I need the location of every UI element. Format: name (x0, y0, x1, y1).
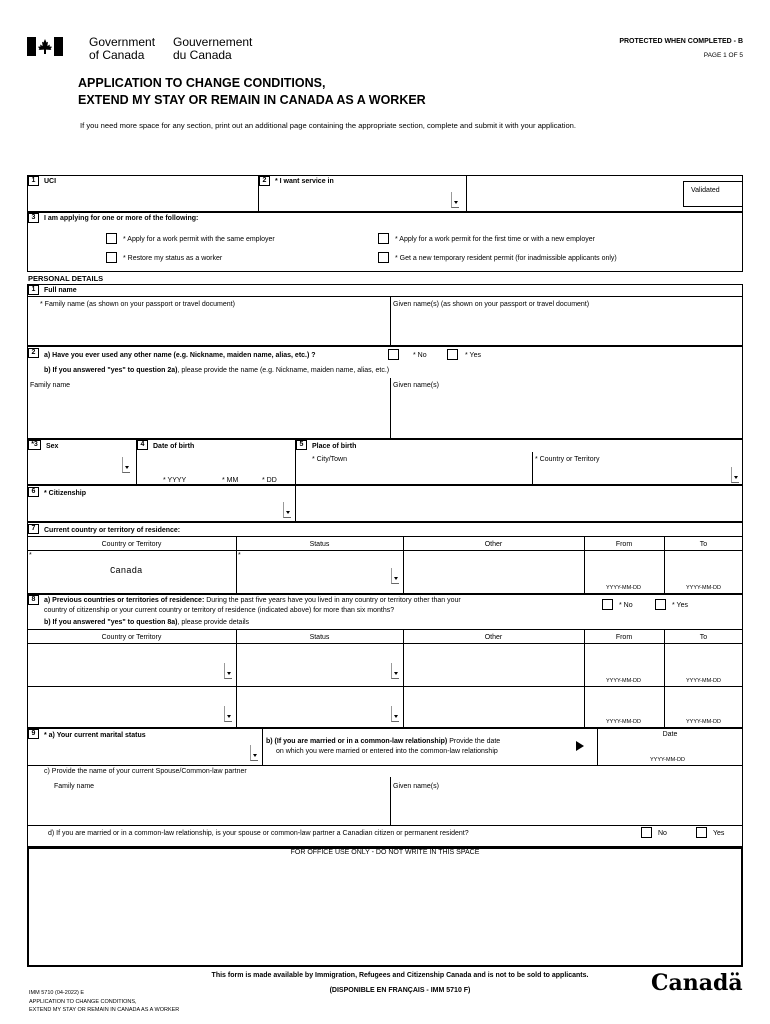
form-title-line1: APPLICATION TO CHANGE CONDITIONS, (78, 76, 326, 90)
validated-label: Validated (691, 187, 720, 194)
q7-country-required: * (29, 552, 32, 559)
q2-number: 2 (28, 348, 39, 358)
spouse-given-name-input[interactable] (393, 794, 741, 823)
dob-input[interactable] (140, 453, 292, 473)
citizenship-label: * Citizenship (44, 490, 87, 497)
option-trp-checkbox[interactable] (378, 252, 389, 263)
q8-col-other: Other (484, 634, 503, 641)
q2b-label (44, 366, 389, 375)
form-name-line2: EXTEND MY STAY OR REMAIN IN CANADA AS A WORKER (29, 1007, 180, 1013)
q8a-line2: country of citizenship or your current country or territory of residence (indicated above) for more than six months? (44, 607, 395, 614)
prev2-from-format: YYYY-MM-DD (606, 719, 641, 725)
residence-from-format: YYYY-MM-DD (606, 585, 641, 591)
q9b-line2: on which you were married or entered into the common-law relationship (276, 748, 498, 755)
q8-col-to: To (699, 634, 708, 641)
dob-month-label: * MM (222, 477, 239, 484)
dob-day-label: * DD (262, 477, 277, 484)
option-restore-label: * Restore my status as a worker (123, 255, 223, 262)
spouse-citizen-yes-label: Yes (713, 830, 725, 837)
marriage-date-input[interactable] (600, 741, 740, 755)
form-title-line2: EXTEND MY STAY OR REMAIN IN CANADA AS A WORKER (78, 93, 426, 107)
q8-number: 8 (28, 595, 39, 605)
prev2-to-format: YYYY-MM-DD (686, 719, 721, 725)
q2b-bold: b) If you answered "yes" to question 2a) (44, 367, 178, 374)
form-name-line1: APPLICATION TO CHANGE CONDITIONS, (29, 999, 137, 1005)
prev2-country-dropdown[interactable] (224, 706, 232, 722)
sex-label: Sex (46, 443, 59, 450)
given-name-label: Given name(s) (as shown on your passport or travel document) (393, 301, 590, 308)
spouse-given-name-label: Given name(s) (393, 783, 439, 790)
q7-col-status: Status (309, 541, 330, 548)
personal-details-heading: PERSONAL DETAILS (28, 274, 104, 283)
option-same-employer-label: * Apply for a work permit with the same employer (123, 236, 275, 243)
spouse-name-label: c) Provide the name of your current Spouse/Common-law partner (44, 768, 247, 775)
q7-col-to: To (699, 541, 708, 548)
page-number: PAGE 1 OF 5 (703, 52, 743, 59)
q2a-yes-checkbox[interactable] (447, 349, 458, 360)
q8b-rest: , please provide details (177, 619, 250, 626)
q2a-no-label: * No (413, 352, 427, 359)
prev1-to-format: YYYY-MM-DD (686, 678, 721, 684)
citizenship-section (27, 485, 743, 522)
uci-input[interactable] (30, 188, 256, 210)
service-dropdown[interactable] (451, 192, 459, 208)
q3-number: *3 (28, 440, 41, 450)
gov-en-line1: Government (89, 35, 156, 49)
spouse-citizen-no-checkbox[interactable] (641, 827, 652, 838)
prev1-status-dropdown[interactable] (391, 663, 399, 679)
office-use-label: FOR OFFICE USE ONLY - DO NOT WRITE IN THIS SPACE (290, 849, 480, 856)
full-name-label: Full name (44, 287, 77, 294)
other-given-name-input[interactable] (393, 393, 741, 437)
spouse-family-name-label: Family name (54, 783, 95, 790)
birth-city-label: * City/Town (312, 456, 348, 463)
q7-status-required: * (238, 552, 241, 559)
birth-country-label: * Country or Territory (535, 456, 600, 463)
apply-number: 3 (28, 213, 39, 223)
citizenship-dropdown[interactable] (283, 502, 291, 518)
sex-dropdown[interactable] (122, 457, 130, 473)
q7-col-country: Country or Territory (101, 541, 162, 548)
prev1-country-dropdown[interactable] (224, 663, 232, 679)
q8b-label (44, 618, 249, 627)
option-new-employer-label: * Apply for a work permit for the first time or with a new employer (395, 236, 595, 243)
other-family-name-input[interactable] (30, 393, 388, 437)
marriage-date-format: YYYY-MM-DD (650, 757, 685, 763)
other-family-name-label: Family name (30, 382, 71, 389)
q2a-no-checkbox[interactable] (388, 349, 399, 360)
family-name-label: * Family name (as shown on your passport or travel document) (40, 301, 235, 308)
marital-status-label: * a) Your current marital status (44, 732, 146, 739)
prev2-status-dropdown[interactable] (391, 706, 399, 722)
q9b-bold: b) (If you are married or in a common-law relationship) (266, 738, 448, 745)
q8-col-country: Country or Territory (101, 634, 162, 641)
uci-number: 1 (28, 176, 39, 186)
q2a-label: a) Have you ever used any other name (e.g. Nickname, maiden name, alias, etc.) ? (44, 352, 316, 359)
current-residence-label: Current country or territory of residence: (44, 527, 181, 534)
q8-col-from: From (615, 634, 633, 641)
birth-country-dropdown[interactable] (731, 467, 739, 483)
q9-number: 9 (28, 729, 39, 739)
dob-year-label: * YYYY (163, 477, 187, 484)
q7-number: 7 (28, 524, 39, 534)
residence-status-dropdown[interactable] (391, 568, 399, 584)
q8a-no-label: * No (619, 602, 633, 609)
option-trp-label: * Get a new temporary resident permit (for inadmissible applicants only) (395, 255, 617, 262)
birth-city-input[interactable] (300, 466, 530, 483)
spouse-family-name-input[interactable] (30, 794, 388, 823)
service-label: * I want service in (275, 178, 334, 185)
service-number: 2 (259, 176, 270, 186)
q9b-rest: Provide the date (447, 738, 501, 745)
residence-to-format: YYYY-MM-DD (686, 585, 721, 591)
marriage-date-label: Date (662, 731, 678, 738)
instructions-note: If you need more space for any section, print out an additional page containing the appropriate section, complete and submit it with your application. (80, 121, 577, 130)
other-given-name-label: Given name(s) (393, 382, 439, 389)
q2a-yes-label: * Yes (465, 352, 481, 359)
footer-notice: This form is made available by Immigration, Refugees and Citizenship Canada and is not to be sold to applicants. (211, 972, 589, 979)
q8a-label (44, 596, 461, 605)
marital-status-dropdown[interactable] (250, 745, 258, 761)
protected-label: PROTECTED WHEN COMPLETED - B (619, 38, 743, 45)
gov-fr-line1: Gouvernement (173, 35, 253, 49)
uci-label: UCI (44, 178, 57, 185)
q8a-yes-checkbox[interactable] (655, 599, 666, 610)
spouse-citizen-question: d) If you are married or in a common-law relationship, is your spouse or common-law partner a Canadian citizen or permanent resident? (48, 830, 469, 837)
option-restore-checkbox[interactable] (106, 252, 117, 263)
option-same-employer-checkbox[interactable] (106, 233, 117, 244)
q6-number: 6 (28, 487, 39, 497)
q8a-yes-label: * Yes (672, 602, 688, 609)
spouse-citizen-yes-checkbox[interactable] (696, 827, 707, 838)
canada-flag-logo (27, 37, 63, 56)
q8a-no-checkbox[interactable] (602, 599, 613, 610)
residence-country-value[interactable]: Canada (110, 566, 143, 576)
prev1-from-format: YYYY-MM-DD (606, 678, 641, 684)
office-use-box (27, 847, 743, 967)
spouse-citizen-no-label: No (658, 830, 667, 837)
q8a-bold: a) Previous countries or territories of residence: (44, 597, 205, 604)
footer-french: (DISPONIBLE EN FRANÇAIS - IMM 5710 F) (329, 987, 471, 994)
q4-number: 4 (137, 440, 148, 450)
birthplace-label: Place of birth (312, 443, 357, 450)
apply-label: I am applying for one or more of the following: (44, 215, 199, 222)
q8b-bold: b) If you answered "yes" to question 8a) (44, 619, 178, 626)
given-name-input[interactable] (393, 312, 741, 344)
family-name-input[interactable] (30, 312, 388, 344)
q2b-rest: , please provide the name (e.g. Nickname, maiden name, alias, etc.) (177, 367, 390, 374)
gov-en-line2: of Canada (89, 48, 145, 62)
arrow-right-icon (576, 741, 584, 751)
gov-fr-line2: du Canada (173, 48, 232, 62)
option-new-employer-checkbox[interactable] (378, 233, 389, 244)
q9b-label (266, 737, 500, 746)
q8a-rest: During the past five years have you lived in any country or territory other than your (204, 597, 461, 604)
q5-number: 5 (296, 440, 307, 450)
q7-col-from: From (615, 541, 633, 548)
q1-number: 1 (28, 285, 39, 295)
dob-label: Date of birth (153, 443, 195, 450)
form-id: IMM 5710 (04-2022) E (29, 990, 85, 996)
canada-wordmark: Canadä (651, 970, 743, 996)
q7-col-other: Other (484, 541, 503, 548)
q8-col-status: Status (309, 634, 330, 641)
